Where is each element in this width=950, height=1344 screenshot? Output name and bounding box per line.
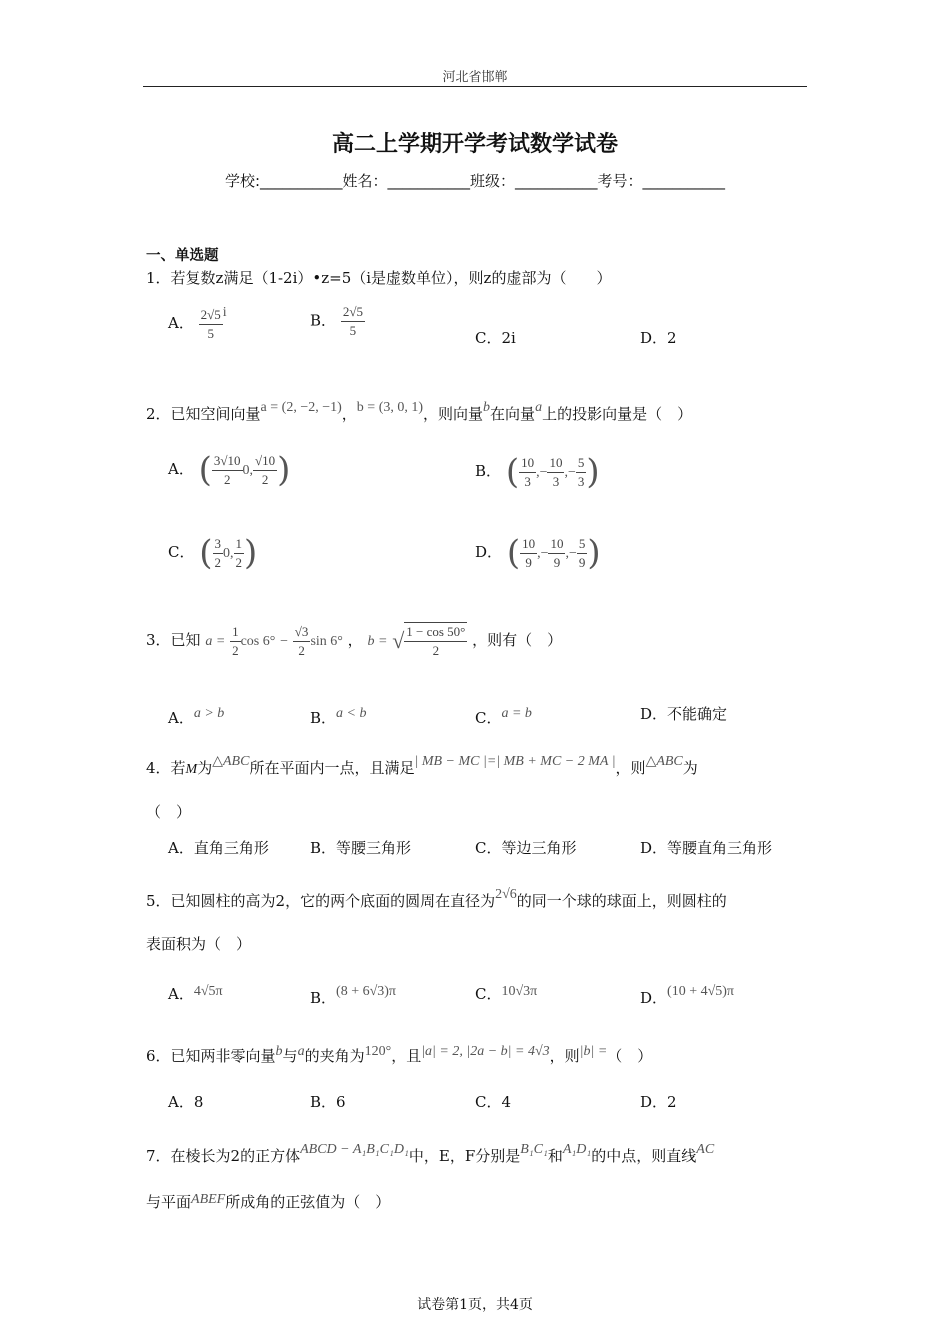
question-5-stem [146, 885, 727, 911]
magnitude-condition-math: |a| = 2, |2a − b| = 4√3 [421, 1044, 550, 1059]
question-4-option-d: D．等腰直角三角形 [640, 839, 773, 857]
fraction [212, 452, 243, 489]
denominator: 2 [223, 471, 231, 487]
segment-math: A₁D₁ [562, 1142, 592, 1157]
stem-text: ，且 [391, 1047, 422, 1065]
triangle-math: △ABC [645, 754, 683, 769]
imag-unit: i [222, 305, 227, 320]
line-math: AC [696, 1142, 715, 1157]
paren-close: ) [277, 450, 291, 490]
question-3-option-b [310, 704, 366, 728]
vector-b-symbol: b [483, 400, 491, 415]
numerator: 1 − cos 50° [404, 622, 467, 642]
stem-text: 上的投影向量是（ ） [542, 405, 693, 423]
option-label: A． [168, 985, 194, 1003]
fraction [293, 623, 311, 660]
numerator: 3√10 [212, 452, 243, 471]
fraction [547, 454, 564, 491]
numerator: 2√5 [199, 306, 223, 325]
cube-math: ABCD − A₁B₁C₁D₁ [300, 1142, 409, 1157]
stem-text: ，则有（ ） [472, 631, 563, 649]
plane-math: ABEF [191, 1192, 226, 1207]
vector-a-math: a = (2, −2, −1) [260, 400, 342, 415]
option-label: C． [168, 543, 195, 561]
numerator: √10 [253, 452, 277, 471]
fraction [548, 535, 565, 572]
stem-text: 的同一个球的球面上，则圆柱的 [516, 892, 727, 910]
point-m: M [185, 762, 198, 777]
fraction [341, 303, 365, 340]
question-3-option-d: D．不能确定 [640, 705, 728, 723]
fraction [199, 306, 223, 343]
math-text: a = b [501, 706, 532, 721]
denominator: 2 [235, 554, 243, 570]
denominator: 2 [214, 554, 222, 570]
fraction [519, 454, 536, 491]
numerator: 1 [234, 535, 245, 554]
question-6-option-d: D．2 [640, 1093, 677, 1111]
question-3-stem: 3．已知 a = $\frac{1}{2}$ cos 6° − $\frac{√3}{2}$ sin 6° ， b = √ $\frac{1 - \cos 50^\circ}{2}$ ，则有（ ） [146, 623, 563, 658]
vector-b-math: b = (3, 0, 1) [356, 400, 424, 415]
option-label: A． [168, 314, 194, 332]
math-text: a < b [336, 706, 367, 721]
denominator: 2 [261, 471, 269, 487]
question-5-option-c [475, 982, 537, 1004]
vector-b-symbol: b [275, 1044, 283, 1059]
paren-open: ( [506, 533, 521, 573]
question-6-option-a: A．8 [168, 1093, 204, 1111]
header-divider [143, 86, 807, 87]
angle-math: 120° [364, 1044, 392, 1059]
segment-math: B₁C₁ [520, 1142, 548, 1157]
fraction [253, 452, 277, 489]
paren-close: ) [244, 533, 258, 573]
numerator: 10 [520, 535, 537, 554]
option-label: C． [475, 709, 502, 727]
math-text: 4√5π [193, 984, 223, 999]
numerator: 5 [576, 454, 587, 473]
stem-text: 与 [282, 1047, 298, 1065]
fraction [230, 623, 241, 660]
option-label: A． [168, 709, 194, 727]
vector-condition-math: | MB − MC |=| MB + MC − 2 MA | [414, 754, 616, 769]
stem-text: 中，E，F分别是 [408, 1147, 521, 1165]
option-label: B． [310, 709, 337, 727]
vector-component: 0, [223, 546, 234, 561]
question-1-stem: 1．若复数z满足（1-2i）•z=5（i是虚数单位），则z的虚部为（ ） [146, 269, 612, 287]
stem-text: 为 [197, 759, 213, 777]
numerator: 1 [230, 623, 241, 642]
paren-close: ) [586, 452, 600, 492]
denominator: 2 [232, 642, 239, 658]
question-1-option-b [310, 303, 365, 340]
stem-text: ，则 [615, 759, 646, 777]
math-text: a = [205, 634, 226, 649]
page-title: 高二上学期开学考试数学试卷 [331, 132, 618, 157]
question-6-option-c: C．4 [475, 1093, 512, 1111]
question-1-option-c: C．2i [475, 329, 516, 347]
stem-text: 所成角的正弦值为（ ） [225, 1193, 391, 1211]
stem-text: 在向量 [490, 405, 536, 423]
option-label: B． [310, 989, 337, 1007]
question-5-option-b [310, 982, 396, 1008]
question-1-option-a [168, 303, 227, 343]
question-2-option-b: B． ( $\frac{10}{3}$ ,− $\frac{10}{3}$ ,− $\frac{5}{3}$ ) [475, 452, 600, 492]
stem-text: ，则 [549, 1047, 580, 1065]
denominator: 3 [552, 473, 560, 489]
stem-text: 所在平面内一点，且满足 [249, 759, 415, 777]
stem-text: 7．在棱长为2的正方体 [146, 1147, 301, 1165]
question-3-option-c [475, 704, 532, 728]
math-text: 10√3π [501, 984, 538, 999]
stem-text: 6．已知两非零向量 [146, 1047, 276, 1065]
fraction [576, 454, 587, 491]
option-label: A． [168, 460, 194, 478]
denominator: 5 [349, 323, 357, 338]
denominator: 3 [577, 473, 585, 489]
stem-text: （ ） [607, 1047, 653, 1065]
numerator: 10 [548, 535, 565, 554]
question-1-option-d: D．2 [640, 329, 677, 347]
magnitude-b-math: |b| = [579, 1044, 608, 1059]
vector-a-symbol: a [297, 1044, 305, 1059]
question-2-stem: 2．已知空间向量a = (2, −2, −1)，b = (3, 0, 1)，则向量b在向量a上的投影向量是（ ） [146, 400, 693, 423]
stem-text: 和 [547, 1147, 563, 1165]
question-5-option-a [168, 982, 223, 1004]
paren-open: ( [199, 533, 213, 573]
question-7-stem-line2 [146, 1190, 390, 1212]
stem-text: 的中点，则直线 [591, 1147, 697, 1165]
math-text: − [280, 634, 289, 649]
student-info-line: 学校:___________姓名：___________班级：___________考号：___________ [224, 172, 726, 190]
vector-a-symbol: a [535, 400, 543, 415]
question-7-stem [146, 1140, 714, 1166]
question-6-stem [146, 1042, 652, 1066]
fraction [213, 535, 224, 572]
numerator: 5 [577, 535, 588, 554]
option-label: D． [640, 989, 668, 1007]
math-text: a > b [193, 706, 225, 721]
question-4-option-a: A．直角三角形 [168, 839, 269, 857]
paren-close: ) [587, 533, 601, 573]
denominator: 9 [578, 554, 586, 570]
stem-text: 5．已知圆柱的高为2，它的两个底面的圆周在直径为 [146, 892, 496, 910]
stem-text: 3．已知 [146, 631, 201, 649]
stem-text: 4．若 [146, 759, 186, 777]
fraction [404, 622, 467, 660]
numerator: 10 [519, 454, 536, 473]
question-4-option-b: B．等腰三角形 [310, 839, 412, 857]
option-label: B． [475, 462, 502, 480]
math-text: b = [367, 634, 388, 649]
denominator: 9 [525, 554, 532, 570]
question-4-option-c: C．等边三角形 [475, 839, 577, 857]
stem-text: ， [347, 631, 363, 649]
denominator: 2 [432, 643, 440, 658]
option-label: D． [475, 543, 503, 561]
denominator: 9 [553, 554, 561, 570]
question-4-stem [146, 752, 698, 780]
question-6-option-b: B．6 [310, 1093, 346, 1111]
stem-text: 与平面 [146, 1193, 192, 1211]
vector-component: 0, [242, 463, 254, 478]
numerator: 10 [547, 454, 564, 473]
paren-open: ( [198, 450, 212, 490]
section-heading: 一、单选题 [146, 248, 219, 264]
stem-text: ，则向量 [423, 405, 484, 423]
question-2-option-d: D． ( $\frac{10}{9}$ ,− $\frac{10}{9}$ ,− $\frac{5}{9}$ ) [475, 533, 601, 573]
option-label: C． [475, 985, 502, 1003]
math-text: (8 + 6√3)π [336, 984, 397, 999]
numerator: 3 [213, 535, 224, 554]
stem-text: 的夹角为 [304, 1047, 365, 1065]
math-text: cos 6° [240, 634, 276, 649]
paren-open: ( [505, 452, 520, 492]
question-2-option-a [168, 450, 290, 490]
question-4-stem-line2: （ ） [146, 803, 192, 821]
denominator: 2 [298, 642, 305, 658]
fraction [234, 535, 245, 572]
page-footer: 试卷第1页，共4页 [417, 1297, 533, 1313]
fraction [577, 535, 588, 572]
numerator: 2√5 [341, 303, 365, 322]
question-2-option-c [168, 533, 257, 573]
math-text: sin 6° [310, 634, 343, 649]
denominator: 3 [524, 473, 531, 489]
stem-text: 2．已知空间向量 [146, 405, 261, 423]
header-region: 河北省邯郸 [442, 70, 508, 85]
question-5-option-d [640, 982, 734, 1008]
fraction [520, 535, 537, 572]
math-text: (10 + 4√5)π [667, 984, 735, 999]
denominator: 5 [207, 325, 214, 341]
triangle-math: △ABC [212, 754, 250, 769]
numerator: √3 [293, 623, 311, 642]
question-3-option-a [168, 704, 224, 728]
diameter-math: 2√6 [495, 887, 517, 902]
question-5-stem-line2: 表面积为（ ） [146, 935, 252, 953]
option-label: B． [310, 311, 337, 330]
stem-text: 为 [682, 759, 698, 777]
